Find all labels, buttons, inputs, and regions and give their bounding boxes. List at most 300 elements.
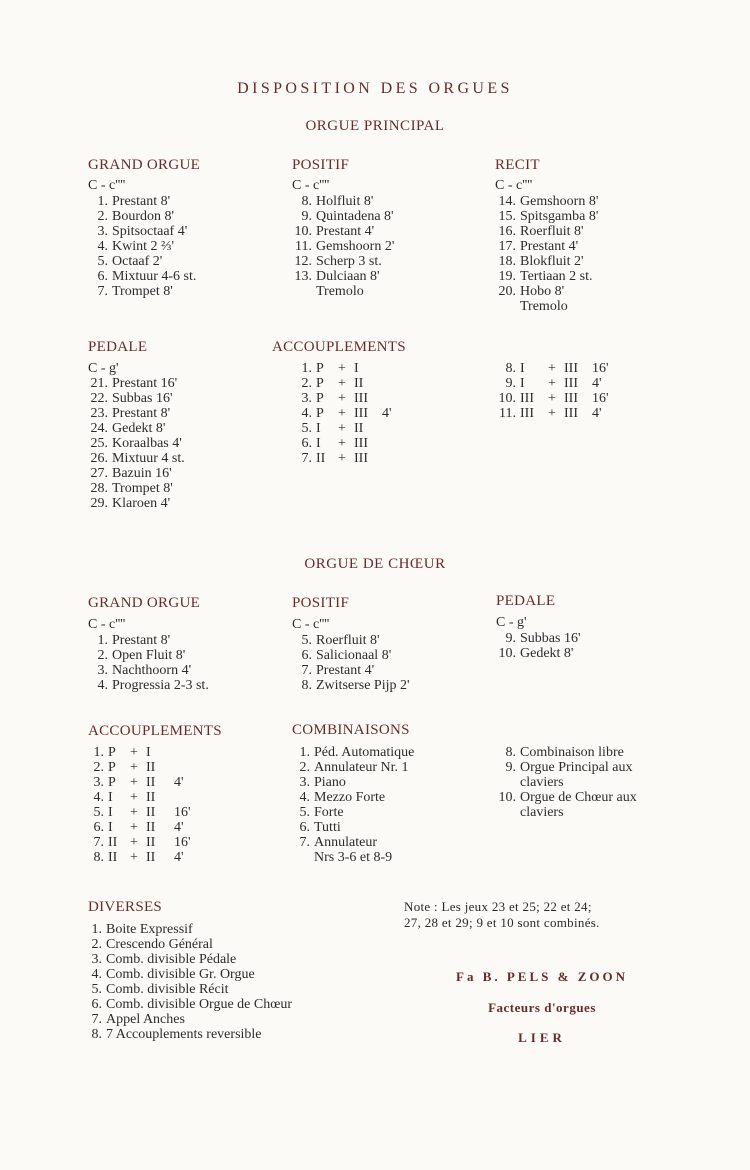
item-number: 19. bbox=[498, 269, 516, 284]
item-text: Gemshoorn 2' bbox=[316, 239, 395, 254]
item-number: 6. bbox=[299, 820, 310, 835]
coupler-from: P bbox=[316, 406, 324, 421]
plus-sign: + bbox=[548, 376, 556, 391]
item-number: 28. bbox=[90, 481, 108, 496]
list-item bbox=[290, 194, 394, 209]
principal-positif-heading: POSITIF bbox=[292, 157, 350, 173]
list-item bbox=[496, 760, 637, 775]
item-text: Tremolo bbox=[316, 284, 364, 299]
list-item bbox=[86, 451, 185, 466]
item-text: Roerfluit 8' bbox=[316, 633, 380, 648]
choeur-grand-orgue-heading: GRAND ORGUE bbox=[88, 595, 201, 611]
list-item bbox=[296, 805, 414, 820]
coupler-to: II bbox=[146, 820, 156, 835]
item-text: Scherp 3 st. bbox=[316, 254, 382, 269]
coupler-number: 4. bbox=[301, 406, 312, 421]
list-item bbox=[88, 209, 196, 224]
coupler-from: P bbox=[108, 745, 116, 760]
list-item bbox=[86, 496, 185, 511]
item-text: Hobo 8' bbox=[520, 284, 565, 299]
diverses-heading: DIVERSES bbox=[88, 899, 163, 915]
item-number: 10. bbox=[498, 646, 516, 661]
item-text: Bazuin 16' bbox=[112, 466, 172, 481]
item-text: Mixtuur 4-6 st. bbox=[112, 269, 197, 284]
coupler-pitch: 4' bbox=[174, 820, 184, 835]
plus-sign: + bbox=[130, 775, 138, 790]
list-item bbox=[296, 775, 414, 790]
item-text: Octaaf 2' bbox=[112, 254, 163, 269]
note-line-1: Note : Les jeux 23 et 25; 22 et 24; bbox=[404, 899, 592, 914]
coupler-to: III bbox=[564, 391, 578, 406]
list-item bbox=[86, 466, 185, 481]
coupler-from: I bbox=[520, 361, 525, 376]
coupler-item bbox=[88, 745, 191, 760]
item-text: Boite Expressif bbox=[106, 922, 193, 937]
list-item bbox=[88, 254, 196, 269]
coupler-from: P bbox=[108, 760, 116, 775]
list-item bbox=[294, 633, 410, 648]
item-number: 22. bbox=[90, 391, 108, 406]
item-text: Orgue Principal aux bbox=[520, 760, 633, 775]
list-item bbox=[496, 631, 580, 646]
coupler-to: II bbox=[146, 775, 156, 790]
coupler-number: 3. bbox=[93, 775, 104, 790]
coupler-to: II bbox=[354, 421, 364, 436]
coupler-pitch: 16' bbox=[592, 391, 609, 406]
item-number: 2. bbox=[97, 209, 108, 224]
item-text: Subbas 16' bbox=[520, 631, 581, 646]
coupler-from: II bbox=[108, 850, 118, 865]
choeur-positif-range: C - c'''' bbox=[292, 617, 330, 632]
list-item bbox=[88, 952, 292, 967]
item-text: Gedekt 8' bbox=[520, 646, 574, 661]
item-text: Péd. Automatique bbox=[314, 745, 415, 760]
coupler-pitch: 16' bbox=[174, 835, 191, 850]
coupler-item bbox=[88, 850, 191, 865]
item-number: 6. bbox=[301, 648, 312, 663]
item-text: Orgue de Chœur aux bbox=[520, 790, 637, 805]
builder-city: LIER bbox=[518, 1030, 566, 1045]
item-number: 8. bbox=[91, 1027, 102, 1042]
list-item bbox=[88, 1027, 292, 1042]
coupler-to: II bbox=[146, 805, 156, 820]
coupler-to: III bbox=[564, 406, 578, 421]
orgue-principal-title: ORGUE PRINCIPAL bbox=[305, 118, 445, 134]
principal-grand-orgue-list bbox=[88, 194, 196, 299]
coupler-pitch: 4' bbox=[174, 775, 184, 790]
choeur-combinaisons-heading: COMBINAISONS bbox=[292, 722, 410, 738]
item-number: 5. bbox=[301, 633, 312, 648]
principal-pedale-heading: PEDALE bbox=[88, 339, 148, 355]
item-number: 5. bbox=[97, 254, 108, 269]
item-number: 14. bbox=[498, 194, 516, 209]
coupler-number: 7. bbox=[301, 451, 312, 466]
list-item bbox=[296, 745, 414, 760]
item-text: Prestant 8' bbox=[112, 194, 171, 209]
item-number: 8. bbox=[301, 678, 312, 693]
list-item bbox=[88, 194, 196, 209]
coupler-from: I bbox=[108, 820, 113, 835]
coupler-to: III bbox=[564, 376, 578, 391]
coupler-from: III bbox=[520, 406, 534, 421]
page-title: DISPOSITION DES ORGUES bbox=[237, 80, 513, 97]
item-number: 7. bbox=[97, 284, 108, 299]
item-text: Dulciaan 8' bbox=[316, 269, 380, 284]
item-text: 7 Accouplements reversible bbox=[106, 1027, 262, 1042]
coupler-item bbox=[88, 760, 191, 775]
coupler-number: 2. bbox=[301, 376, 312, 391]
item-text: Klaroen 4' bbox=[112, 496, 171, 511]
coupler-number: 8. bbox=[93, 850, 104, 865]
item-number: 7. bbox=[301, 663, 312, 678]
item-text: Roerfluit 8' bbox=[520, 224, 584, 239]
item-number: 3. bbox=[91, 952, 102, 967]
list-item bbox=[296, 850, 414, 865]
item-text: Open Fluit 8' bbox=[112, 648, 186, 663]
list-item bbox=[88, 1012, 292, 1027]
item-number: 2. bbox=[97, 648, 108, 663]
item-number: 1. bbox=[91, 922, 102, 937]
item-text: Quintadena 8' bbox=[316, 209, 394, 224]
item-text: Combinaison libre bbox=[520, 745, 624, 760]
item-number: 24. bbox=[90, 421, 108, 436]
list-item bbox=[88, 967, 292, 982]
list-item bbox=[88, 678, 209, 693]
coupler-from: I bbox=[520, 376, 525, 391]
principal-accouplements-heading: ACCOUPLEMENTS bbox=[272, 339, 406, 355]
plus-sign: + bbox=[548, 406, 556, 421]
item-number: 2. bbox=[299, 760, 310, 775]
plus-sign: + bbox=[338, 421, 346, 436]
principal-pedale-list bbox=[86, 376, 185, 511]
choeur-pedale-range: C - g' bbox=[496, 615, 527, 630]
coupler-number: 6. bbox=[93, 820, 104, 835]
list-item bbox=[88, 239, 196, 254]
choeur-positif-list bbox=[294, 633, 410, 693]
choeur-accouplements-heading: ACCOUPLEMENTS bbox=[88, 723, 222, 739]
coupler-to: II bbox=[146, 760, 156, 775]
item-number: 25. bbox=[90, 436, 108, 451]
list-item bbox=[86, 406, 185, 421]
plus-sign: + bbox=[338, 391, 346, 406]
list-item bbox=[88, 937, 292, 952]
plus-sign: + bbox=[338, 376, 346, 391]
plus-sign: + bbox=[338, 406, 346, 421]
list-item bbox=[88, 997, 292, 1012]
list-item bbox=[296, 835, 414, 850]
item-text: Koraalbas 4' bbox=[112, 436, 182, 451]
plus-sign: + bbox=[548, 391, 556, 406]
item-number: 7. bbox=[91, 1012, 102, 1027]
principal-accouplements-list-right bbox=[496, 361, 609, 421]
item-text: Prestant 16' bbox=[112, 376, 178, 391]
item-text: Tertiaan 2 st. bbox=[520, 269, 593, 284]
list-item bbox=[88, 922, 292, 937]
list-item bbox=[86, 376, 185, 391]
list-item bbox=[290, 239, 394, 254]
item-number: 9. bbox=[301, 209, 312, 224]
list-item bbox=[296, 820, 414, 835]
coupler-from: P bbox=[108, 775, 116, 790]
coupler-number: 4. bbox=[93, 790, 104, 805]
coupler-item bbox=[88, 835, 191, 850]
item-text: Gemshoorn 8' bbox=[520, 194, 599, 209]
list-item bbox=[494, 284, 598, 299]
item-text: Comb. divisible Pédale bbox=[106, 952, 237, 967]
item-text: Prestant 4' bbox=[316, 663, 375, 678]
item-text: Spitsoctaaf 4' bbox=[112, 224, 188, 239]
coupler-item bbox=[296, 421, 392, 436]
coupler-from: P bbox=[316, 391, 324, 406]
plus-sign: + bbox=[130, 850, 138, 865]
coupler-item bbox=[296, 451, 392, 466]
coupler-number: 5. bbox=[93, 805, 104, 820]
list-item bbox=[496, 775, 637, 790]
coupler-from: II bbox=[316, 451, 326, 466]
item-text: Annulateur Nr. 1 bbox=[314, 760, 409, 775]
item-number: 10. bbox=[498, 790, 516, 805]
principal-pedale-range: C - g' bbox=[88, 361, 119, 376]
coupler-pitch: 4' bbox=[382, 406, 392, 421]
list-item bbox=[290, 284, 394, 299]
item-text: Kwint 2 ⅔' bbox=[112, 239, 175, 254]
item-number: 20. bbox=[498, 284, 516, 299]
item-text: Forte bbox=[314, 805, 344, 820]
item-number: 10. bbox=[294, 224, 312, 239]
coupler-to: III bbox=[354, 391, 368, 406]
coupler-number: 1. bbox=[93, 745, 104, 760]
item-text: Prestant 4' bbox=[316, 224, 375, 239]
item-number: 21. bbox=[90, 376, 108, 391]
list-item bbox=[494, 254, 598, 269]
coupler-to: III bbox=[564, 361, 578, 376]
coupler-item bbox=[88, 805, 191, 820]
coupler-number: 3. bbox=[301, 391, 312, 406]
list-item bbox=[88, 982, 292, 997]
item-number: 1. bbox=[97, 194, 108, 209]
diverses-list bbox=[88, 922, 292, 1042]
list-item bbox=[494, 269, 598, 284]
item-text: Comb. divisible Orgue de Chœur bbox=[106, 997, 293, 1012]
list-item bbox=[496, 790, 637, 805]
item-number: 16. bbox=[498, 224, 516, 239]
coupler-number: 1. bbox=[301, 361, 312, 376]
choeur-accouplements-list bbox=[88, 745, 191, 865]
item-number: 18. bbox=[498, 254, 516, 269]
choeur-combinaisons-list-right bbox=[496, 745, 637, 820]
list-item bbox=[296, 790, 414, 805]
item-text: Comb. divisible Récit bbox=[106, 982, 229, 997]
item-number: 6. bbox=[97, 269, 108, 284]
orgue-de-choeur-title: ORGUE DE CHŒUR bbox=[304, 556, 446, 572]
item-text: Spitsgamba 8' bbox=[520, 209, 599, 224]
coupler-from: I bbox=[316, 436, 321, 451]
item-text: Holfluit 8' bbox=[316, 194, 374, 209]
list-item bbox=[294, 648, 410, 663]
item-text: Prestant 8' bbox=[112, 406, 171, 421]
item-text: Zwitserse Pijp 2' bbox=[316, 678, 410, 693]
coupler-item bbox=[88, 820, 191, 835]
coupler-from: I bbox=[108, 790, 113, 805]
principal-recit-heading: RECIT bbox=[495, 157, 540, 173]
coupler-from: II bbox=[108, 835, 118, 850]
coupler-to: II bbox=[146, 835, 156, 850]
list-item bbox=[494, 209, 598, 224]
item-number: 17. bbox=[498, 239, 516, 254]
note-block bbox=[404, 899, 680, 931]
item-number: 5. bbox=[91, 982, 102, 997]
item-number: 3. bbox=[299, 775, 310, 790]
coupler-item bbox=[296, 436, 392, 451]
item-number: 26. bbox=[90, 451, 108, 466]
plus-sign: + bbox=[130, 805, 138, 820]
item-number: 4. bbox=[299, 790, 310, 805]
list-item bbox=[494, 224, 598, 239]
principal-grand-orgue-range: C - c'''' bbox=[88, 178, 126, 193]
item-number: 8. bbox=[301, 194, 312, 209]
item-number: 12. bbox=[294, 254, 312, 269]
item-number: 6. bbox=[91, 997, 102, 1012]
coupler-item bbox=[296, 406, 392, 421]
list-item bbox=[86, 421, 185, 436]
list-item bbox=[294, 678, 410, 693]
item-text: Nrs 3-6 et 8-9 bbox=[314, 850, 393, 865]
coupler-item bbox=[296, 361, 392, 376]
list-item bbox=[88, 269, 196, 284]
list-item bbox=[294, 663, 410, 678]
coupler-item bbox=[496, 406, 609, 421]
principal-recit-list bbox=[494, 194, 598, 314]
principal-positif-range: C - c'''' bbox=[292, 178, 330, 193]
item-number: 27. bbox=[90, 466, 108, 481]
coupler-pitch: 4' bbox=[592, 376, 602, 391]
list-item bbox=[88, 648, 209, 663]
list-item bbox=[494, 239, 598, 254]
item-text: Subbas 16' bbox=[112, 391, 173, 406]
choeur-pedale-heading: PEDALE bbox=[496, 593, 556, 609]
item-number: 9. bbox=[505, 631, 516, 646]
item-text: Prestant 4' bbox=[520, 239, 579, 254]
coupler-item bbox=[88, 775, 191, 790]
coupler-pitch: 16' bbox=[174, 805, 191, 820]
coupler-item bbox=[296, 376, 392, 391]
choeur-combinaisons-list-left bbox=[296, 745, 414, 865]
coupler-item bbox=[496, 361, 609, 376]
list-item bbox=[290, 254, 394, 269]
item-number: 5. bbox=[299, 805, 310, 820]
item-number: 3. bbox=[97, 663, 108, 678]
principal-accouplements-list-left bbox=[296, 361, 392, 466]
choeur-pedale-list bbox=[496, 631, 580, 661]
list-item bbox=[496, 805, 637, 820]
item-number: 4. bbox=[97, 678, 108, 693]
list-item bbox=[86, 436, 185, 451]
item-number: 8. bbox=[505, 745, 516, 760]
coupler-pitch: 16' bbox=[592, 361, 609, 376]
plus-sign: + bbox=[338, 361, 346, 376]
item-number: 7. bbox=[299, 835, 310, 850]
coupler-pitch: 4' bbox=[592, 406, 602, 421]
builder-firm: Fa B. PELS & ZOON bbox=[456, 969, 628, 984]
coupler-from: P bbox=[316, 361, 324, 376]
item-text: claviers bbox=[520, 805, 564, 820]
item-number: 15. bbox=[498, 209, 516, 224]
plus-sign: + bbox=[130, 835, 138, 850]
plus-sign: + bbox=[130, 760, 138, 775]
item-number: 2. bbox=[91, 937, 102, 952]
plus-sign: + bbox=[338, 436, 346, 451]
list-item bbox=[494, 299, 598, 314]
list-item bbox=[496, 646, 580, 661]
item-text: Mixtuur 4 st. bbox=[112, 451, 185, 466]
item-text: Progressia 2-3 st. bbox=[112, 678, 209, 693]
coupler-from: P bbox=[316, 376, 324, 391]
item-text: Trompet 8' bbox=[112, 481, 173, 496]
coupler-to: III bbox=[354, 451, 368, 466]
item-number: 23. bbox=[90, 406, 108, 421]
coupler-to: III bbox=[354, 436, 368, 451]
item-text: Tutti bbox=[314, 820, 341, 835]
principal-recit-range: C - c'''' bbox=[495, 178, 533, 193]
item-text: claviers bbox=[520, 775, 564, 790]
coupler-item bbox=[88, 790, 191, 805]
list-item bbox=[496, 745, 637, 760]
item-number: 1. bbox=[97, 633, 108, 648]
item-number: 4. bbox=[97, 239, 108, 254]
list-item bbox=[88, 284, 196, 299]
coupler-item bbox=[296, 391, 392, 406]
list-item bbox=[296, 760, 414, 775]
coupler-pitch: 4' bbox=[174, 850, 184, 865]
coupler-number: 5. bbox=[301, 421, 312, 436]
coupler-number: 7. bbox=[93, 835, 104, 850]
item-text: Prestant 8' bbox=[112, 633, 171, 648]
item-number: 11. bbox=[295, 239, 312, 254]
item-text: Annulateur bbox=[314, 835, 377, 850]
principal-grand-orgue-heading: GRAND ORGUE bbox=[88, 157, 201, 173]
coupler-to: II bbox=[146, 850, 156, 865]
list-item bbox=[290, 209, 394, 224]
coupler-to: II bbox=[354, 376, 364, 391]
list-item bbox=[88, 663, 209, 678]
coupler-number: 2. bbox=[93, 760, 104, 775]
item-number: 29. bbox=[90, 496, 108, 511]
coupler-item bbox=[496, 391, 609, 406]
plus-sign: + bbox=[548, 361, 556, 376]
item-text: Nachthoorn 4' bbox=[112, 663, 192, 678]
item-number: 13. bbox=[294, 269, 312, 284]
plus-sign: + bbox=[130, 745, 138, 760]
plus-sign: + bbox=[338, 451, 346, 466]
choeur-positif-heading: POSITIF bbox=[292, 595, 350, 611]
coupler-number: 9. bbox=[505, 376, 516, 391]
coupler-from: I bbox=[108, 805, 113, 820]
coupler-number: 6. bbox=[301, 436, 312, 451]
item-text: Blokfluit 2' bbox=[520, 254, 584, 269]
list-item bbox=[494, 194, 598, 209]
item-number: 1. bbox=[299, 745, 310, 760]
item-text: Trompet 8' bbox=[112, 284, 173, 299]
list-item bbox=[290, 269, 394, 284]
coupler-to: III bbox=[354, 406, 368, 421]
item-text: Salicionaal 8' bbox=[316, 648, 392, 663]
plus-sign: + bbox=[130, 820, 138, 835]
coupler-number: 8. bbox=[505, 361, 516, 376]
item-text: Tremolo bbox=[520, 299, 568, 314]
choeur-grand-orgue-range: C - c'''' bbox=[88, 617, 126, 632]
item-text: Mezzo Forte bbox=[314, 790, 386, 805]
list-item bbox=[86, 391, 185, 406]
